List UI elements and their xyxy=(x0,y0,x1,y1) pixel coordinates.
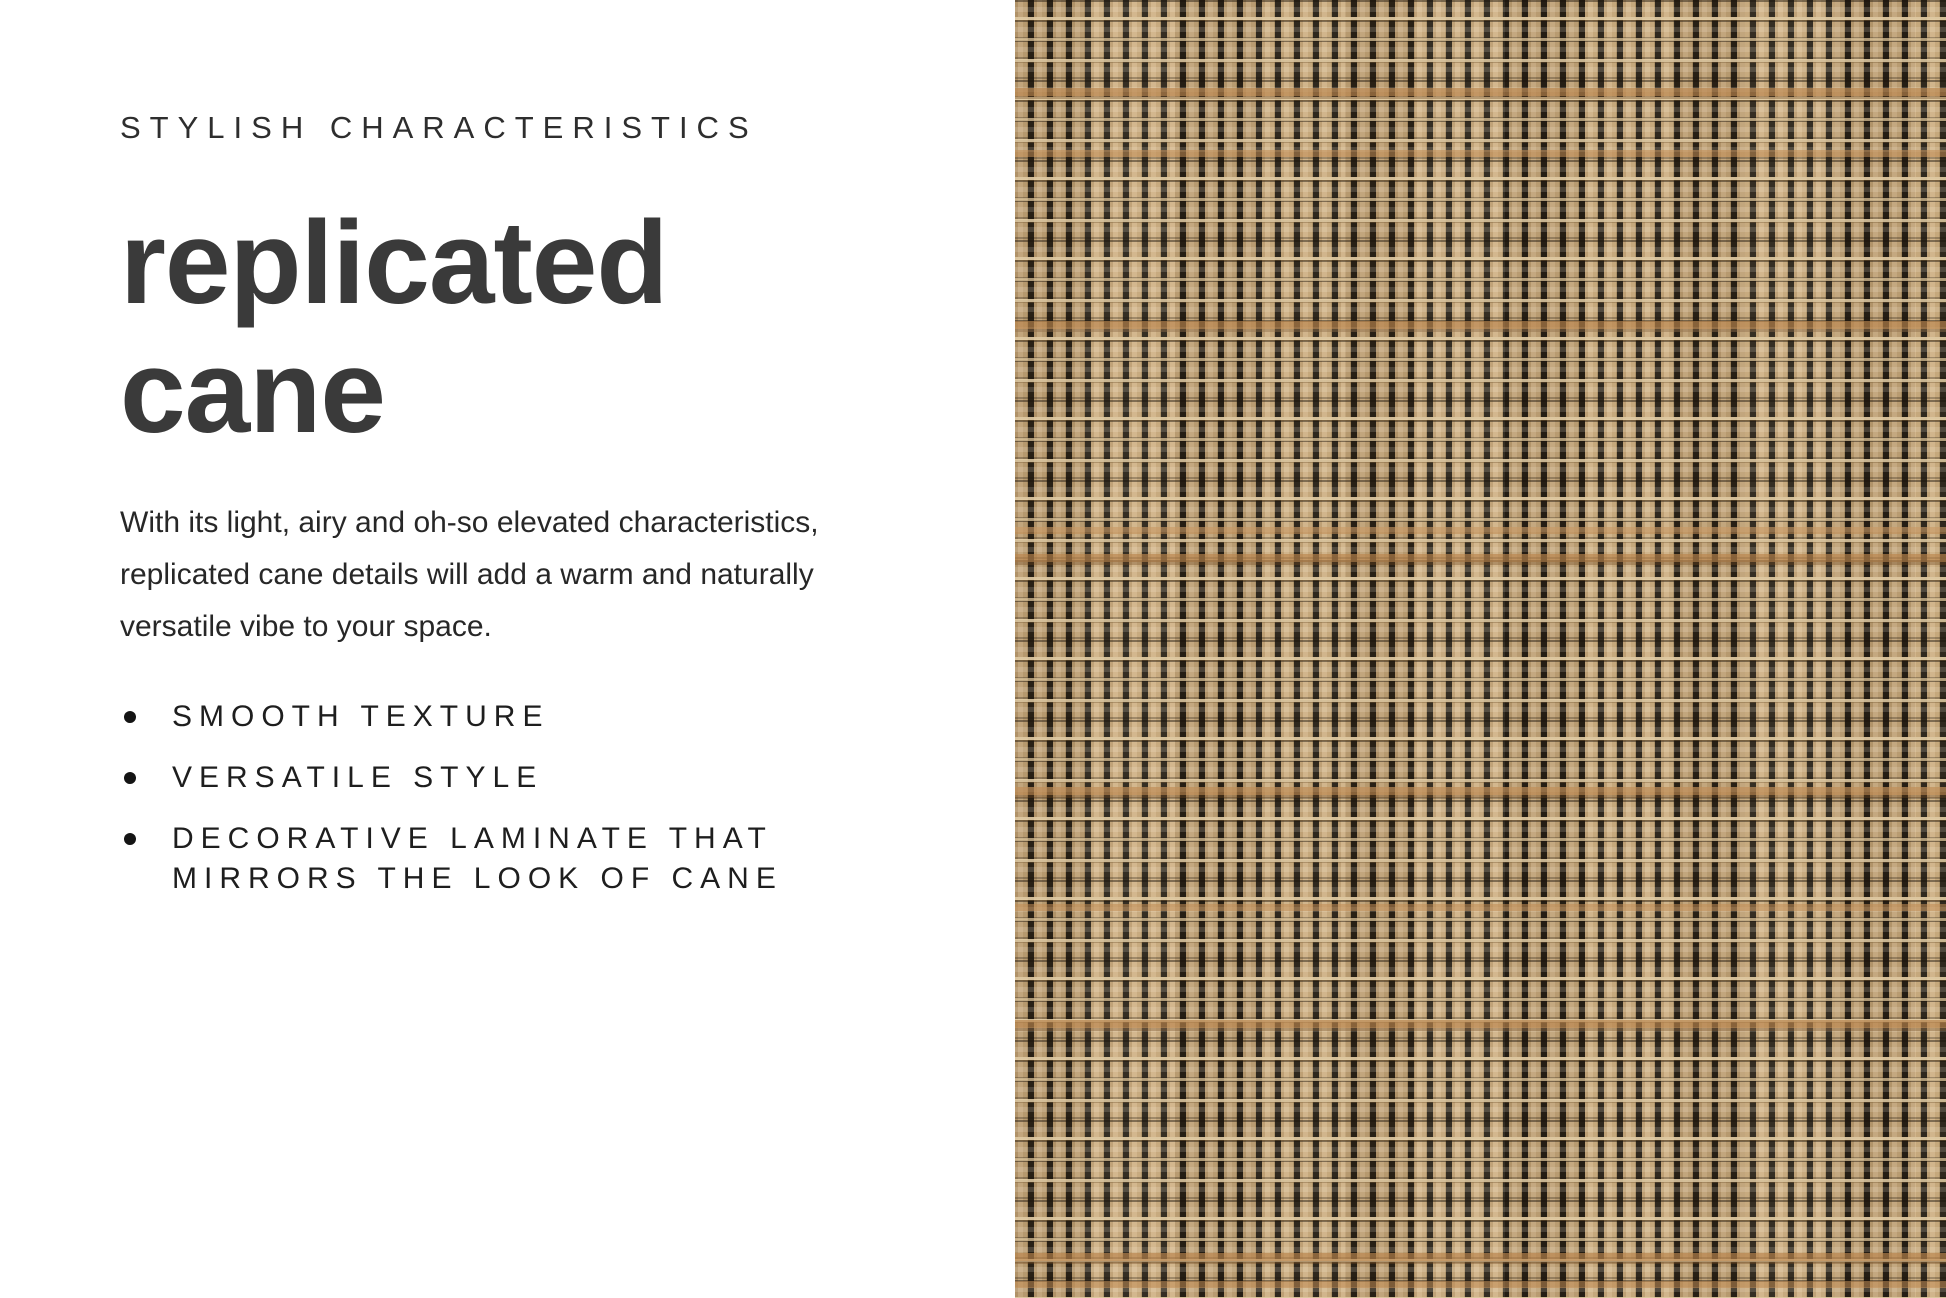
list-item xyxy=(120,697,975,737)
list-item xyxy=(120,758,975,798)
feature-line: MIRRORS THE LOOK OF CANE xyxy=(172,862,783,895)
feature-line: SMOOTH TEXTURE xyxy=(172,700,550,733)
page-title-line-2: cane xyxy=(120,326,385,458)
page-title xyxy=(120,199,975,457)
intro-paragraph-line-3: versatile vibe to your space. xyxy=(120,610,492,643)
cane-texture-image xyxy=(1015,0,1946,1298)
feature-text xyxy=(172,758,543,798)
intro-paragraph-line-2: replicated cane details will add a warm and naturally xyxy=(120,558,814,591)
feature-line: VERSATILE STYLE xyxy=(172,761,544,794)
page-title-line-1: replicated xyxy=(120,197,668,329)
intro-paragraph-line-1: With its light, airy and oh-so elevated characteristics, xyxy=(120,506,819,539)
feature-text xyxy=(172,697,549,737)
eyebrow-label: STYLISH CHARACTERISTICS xyxy=(120,110,758,145)
feature-text xyxy=(172,819,783,899)
bullet-icon xyxy=(124,772,136,784)
feature-list xyxy=(120,697,975,899)
bullet-icon xyxy=(124,711,136,723)
list-item xyxy=(120,819,975,899)
bullet-icon xyxy=(124,833,136,845)
feature-line: DECORATIVE LAMINATE THAT xyxy=(172,822,773,855)
intro-paragraph xyxy=(120,497,975,653)
